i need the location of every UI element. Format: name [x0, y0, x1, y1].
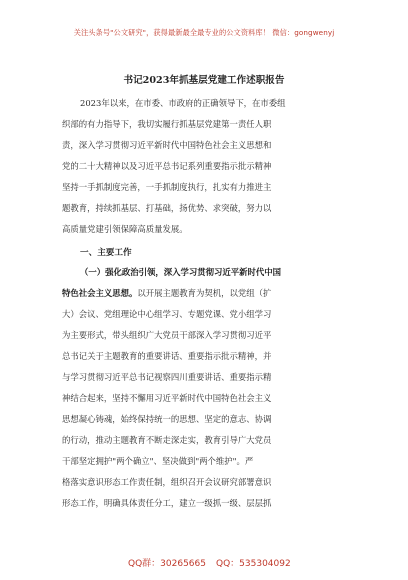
qq-group-text: QQ群：30265665	[128, 559, 206, 569]
body-line: 干部坚定拥护"两个确立"、坚决做到"两个维护"。严	[62, 456, 254, 466]
section-heading: 一、主要工作	[80, 248, 132, 258]
body-line: 总书记关于主题教育的重要讲话、重要指示批示精神，并	[62, 351, 272, 361]
intro-line: 2023年以来，在市委、市政府的正确领导下，在市委组	[80, 98, 286, 108]
body-line	[62, 283, 348, 304]
body-line: 的行动，推动主题教育不断走深走实，教育引导广大党员	[62, 435, 272, 445]
body-line: 为主要形式，带头组织广大党员干部深入学习贯彻习近平	[62, 330, 272, 340]
intro-line: 题教育，持续抓基层、打基础，扬优势、求突破，努力以	[62, 203, 272, 213]
body-line: 格落实意识形态工作责任制，组织召开会议研究部署意识	[62, 477, 272, 487]
intro-line: 责，深入学习贯彻习近平新时代中国特色社会主义思想和	[62, 140, 272, 150]
subsection-heading-cont: 特色社会主义思想。	[62, 288, 138, 298]
document-title: 书记2023年抓基层党建工作述职报告	[123, 75, 285, 86]
body-line-text: 以开展主题教育为契机，以党组（扩	[137, 288, 272, 298]
section1-paragraph	[62, 262, 348, 514]
body-line: 与学习贯彻习近平总书记视察四川重要讲话、重要指示精	[62, 372, 272, 382]
intro-line: 高质量党建引领保障高质量发展。	[62, 224, 188, 234]
promo-banner: 关注头条号"公文研究"，获得最新最全最专业的公文资料库！ 微信：gongwenyj	[73, 28, 335, 37]
body-line: 思想凝心铸魂，始终保持统一的思想、坚定的意志、协调	[62, 414, 272, 424]
body-line: 形态工作，明确具体责任分工，建立一级抓一级、层层抓	[62, 498, 272, 508]
intro-line: 坚持一手抓制度完善，一手抓制度执行，扎实有力推进主	[62, 182, 272, 192]
qq-contact-text: QQ：535304092	[216, 559, 291, 569]
body-line: 大）会议、党组理论中心组学习、专题党课、党小组学习	[62, 309, 272, 319]
body-line: 神结合起来，坚持不懈用习近平新时代中国特色社会主义	[62, 393, 272, 403]
intro-line: 党的二十大精神以及习近平总书记系列重要指示批示精神	[62, 161, 272, 171]
subsection-heading: （一）强化政治引领，深入学习贯彻习近平新时代中国	[80, 267, 281, 277]
intro-line: 织部的有力指导下，我切实履行抓基层党建第一责任人职	[62, 119, 272, 129]
intro-paragraph	[62, 93, 348, 240]
